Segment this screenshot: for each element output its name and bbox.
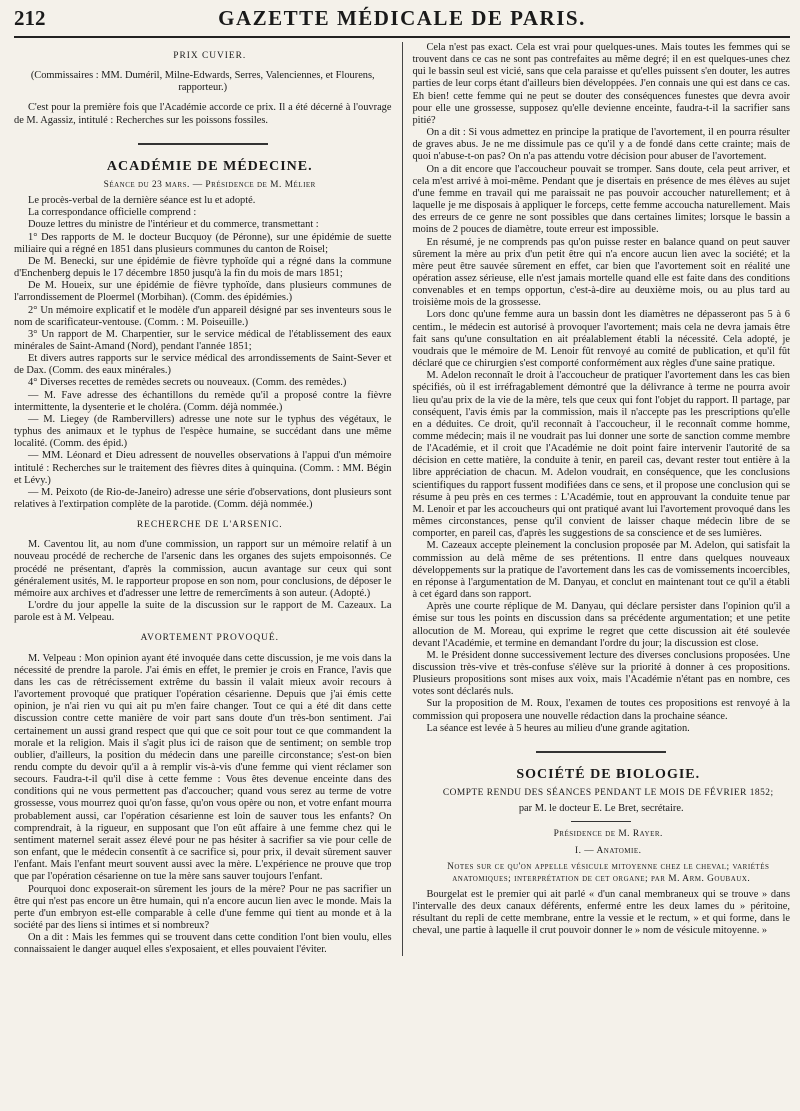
- paragraph: M. le Président donne successivement lecture des diverses conclusions proposées. Une discussion très-vive et très-confuse s'élève sur la priorité à donner à ces propositions. Plusieurs propositions sont mises aux voix, mais l'Académie n'étant pas en nombre, ces votes sont déclarés nuls.: [412, 649, 790, 698]
- paragraph: — M. Peixoto (de Rio-de-Janeiro) adresse une série d'observations, dont plusieurs sont relatives à l'extirpation complète de la parotide. (Comm. déjà nommée.): [14, 486, 392, 510]
- prix-commissaires: (Commissaires : MM. Duméril, Milne-Edwards, Serres, Valenciennes, et Flourens, rapporteur.): [30, 70, 375, 94]
- paragraph: De M. Benecki, sur une épidémie de fièvre typhoïde qui a régné dans la commune d'Enchenberg depuis le 17 décembre 1850 jusqu'à la fin du mois de mars 1851;: [14, 255, 392, 280]
- paragraph: Et divers autres rapports sur le service médical des arrondissements de Saint-Sever et de Dax. (Comm. des eaux minérales.): [14, 353, 392, 377]
- paragraph: M. Adelon reconnaît le droit à l'accoucheur de pratiquer l'avortement dans les cas bien spécifiés, où il est irréfragablement démontré que la délivrance à terme ne pourra avoir lieu qu'au prix de la vie de la mère, tels que ceux qui font l'objet du rapport. Il partage, par conséquent, l'avis émis par la commission, mais il n'accepte pas les prescriptions qu'elle en a déduites. Ce droit, qu'il reconnaît à l'accoucheur, il le reconnaît comme homme, comme médecin; mais il ne voudrait pas lui donner une sorte de sanction comme membre de l'Académie, et il croit que l'Académie ne doit point faire intervenir l'autorité de sa décision en cette matière, la conduite à tenir, en pareil cas, devant rester tout entière à la libre appréciation de chacun. M. Adelon voudrait, en conséquence, que les conclusions scientifiques du rapport fussent modifiées dans ce sens, et il propose une conclusion qui se résume à peu près en ces termes : L'Académie, tout en approuvant la conduite tenue par M. Lenoir et par les accoucheurs qui ont pratiqué avant lui l'avortement provoqué dans les mêmes circonstances, pense qu'il convient de laisser chaque médecin libre de se comporter, en pareil cas, d'après les suggestions de sa conscience et de ses lumières.: [412, 370, 790, 540]
- column-rule: [402, 42, 403, 956]
- paragraph: Après une courte réplique de M. Danyau, qui déclare persister dans l'opinion qu'il a émise sur tous les points en discussion dans sa précédente argumentation; et une petite allocution de M. Moreau, qui exprime le regret que cette discussion ait été soulevée devant l'Académie, et termine en demandant l'ordre du jour; la discussion est close.: [412, 601, 790, 649]
- paragraph: C'est pour la première fois que l'Académie accorde ce prix. Il a été décerné à l'ouvrage de M. Agassiz, intitulé : Recherches sur les poissons fossiles.: [14, 102, 392, 126]
- paragraph: 2° Un mémoire explicatif et le modèle d'un appareil désigné par ses inventeurs sous le nom de scarificateur-ventouse. (Comm. : M. Poiseuille.): [14, 304, 392, 328]
- subsection-heading-anatomie: I. — Anatomie.: [574, 845, 642, 856]
- paragraph: M. Velpeau : Mon opinion ayant été invoquée dans cette discussion, je me vois dans la nécessité de prendre la parole. J'ai émis en effet, le premier je crois en France, l'avis que dans les cas de rétrécissement extrême du bassin il valait mieux avoir recours à l'avortement provoqué que pratiquer l'opération césarienne. Depuis que j'ai émis cette opinion, je n'ai rien vu qui ait pu m'en faire changer. Tout ce qui a été dit dans cette discussion contre cette manière de voir part sans doute d'un très-bon sentiment. J'ai certainement un aussi grand respect que qui que ce soit pour tout ce que commandent la morale et la religion. Mais il s'agit plus ici de raison que de sentiment; on semble trop oublier, d'ailleurs, la position du médecin dans une pareille circonstance; s'est-on bien rendu compte du devoir qu'il a à remplir vis-à-vis d'une femme qui vient réclamer son secours. Faudra-t-il qu'il dise à cette femme : Vous êtes devenue enceinte dans des conditions qui ne vous permettent pas d'accoucher; quand vous serez au terme de votre grossesse, vous mourrez quoi qu'on fasse, qu'on vous opère ou non, et votre enfant mourra probablement aussi, car l'opération césarienne est loin de sauver tous les enfants? On comprendrait, à la rigueur, en supposant que l'on eût affaire à une femme chez qui le sentiment maternel serait assez élevé pour ne pas hésiter à sacrifier sa vie pour celle de son enfant, que le médecin consentît à ce sacrifice si, pour prix, il devait sûrement sauver l'enfant. Mais l'enfant meurt souvent aussi avec la mère. L'expérience ne prouve que trop que par l'opération césarienne on tue la mère sans sauver toujours l'enfant.: [14, 652, 392, 883]
- paragraph: Cela n'est pas exact. Cela est vrai pour quelques-unes. Mais toutes les femmes qui se trouvent dans ce cas ne sont pas contrefaites au même degré; il en est quelques-unes chez qui le bassin seul est vicié, sans que cela paraisse et qu'elles puissent s'en douter, les autres parties de leur corps étant d'ailleurs bien développées. J'en connais une qui est dans ce cas. Eh bien! cette femme qui ne peut se douter des conséquences funestes que devra avoir pour elle une grossesse, supposez qu'elle devienne enceinte, faudra-t-il la sacrifier sans pitié?: [412, 42, 790, 126]
- left-column: [14, 42, 398, 956]
- small-separator: [571, 821, 631, 822]
- paragraph: On a dit : Mais les femmes qui se trouvent dans cette condition l'ont bien voulu, elles connaissaient le danger auquel elles s'exposaient, et elles pouvaient l'éviter.: [14, 932, 392, 956]
- paragraph: 3° Un rapport de M. Charpentier, sur le service médical de l'établissement des eaux minérales de Saint-Amand (Nord), pendant l'année 1851;: [14, 328, 392, 352]
- section-separator: [536, 751, 666, 753]
- paragraph: 4° Diverses recettes de remèdes secrets ou nouveaux. (Comm. des remèdes.): [28, 377, 347, 389]
- paragraph: M. Caventou lit, au nom d'une commission, un rapport sur un mémoire relatif à un nouveau procédé de recherche de l'arsenic dans les organes des sujets empoisonnés. Ce procédé ne présentant, d'après la commission, aucun avantage sur ceux qui sont généralement usités, M. le rapporteur propose en son nom, pour conclusions, de déposer le mémoire aux archives et d'adresser une lettre de remercîments à son auteur. (Adopté.): [14, 539, 392, 599]
- paragraph: — MM. Léonard et Dieu adressent de nouvelles observations à l'appui d'un mémoire intitulé : Recherches sur le traitement des fièvres dites à quinquina. (Comm. : MM. Bégin et Lévy.): [14, 450, 392, 486]
- paragraph: L'ordre du jour appelle la suite de la discussion sur le rapport de M. Cazeaux. La parole est à M. Velpeau.: [14, 600, 392, 624]
- paragraph: La séance est levée à 5 heures au milieu d'une grande agitation.: [426, 722, 690, 734]
- page-number: 212: [14, 6, 46, 30]
- paragraph: On a dit : Si vous admettez en principe la pratique de l'avortement, il en pourra résulter de graves abus. Je ne me dissimule pas ce qu'il y a de fondé dans cette crainte; mais de quoi n'abuse-t-on pas? On n'a pas attendu votre décision pour abuser de l'avortement.: [412, 127, 790, 163]
- journal-title: GAZETTE MÉDICALE DE PARIS.: [218, 6, 586, 30]
- paragraph: Pourquoi donc exposerait-on sûrement les jours de la mère? Pour ne pas sacrifier un être qui n'est pas encore un être humain, qui n'a encore aucun lien avec le monde. Mais la perte d'un embryon est-elle comparable à celle d'une femme qui tient au monde et à la société par des liens si intimes et si nombreux?: [14, 883, 392, 931]
- paragraph: Le procès-verbal de la dernière séance est lu et adopté.: [28, 195, 256, 207]
- page-header: [14, 6, 790, 38]
- presidence-line: Présidence de M. Rayer.: [553, 829, 663, 840]
- compte-rendu-line: COMPTE RENDU DES SÉANCES PENDANT LE MOIS DE FÉVRIER 1852;: [442, 788, 774, 799]
- paragraph: — M. Liegey (de Rambervillers) adresse une note sur le typhus des végétaux, le typhus des animaux et le typhus de l'espèce humaine, se succédant dans une même localité. (Comm. des épid.): [14, 413, 392, 450]
- secretaire-line: par M. le docteur E. Le Bret, secrétaire.: [518, 803, 684, 815]
- section-heading-avortement: AVORTEMENT PROVOQUÉ.: [140, 633, 279, 644]
- paragraph: De M. Houeix, sur une épidémie de fièvre typhoïde, dans plusieurs communes de l'arrondissement de Ploermel (Morbihan). (Comm. des épidémies.): [14, 280, 392, 304]
- section-heading-arsenic: RECHERCHE DE L'ARSENIC.: [136, 520, 283, 531]
- paragraph: M. Cazeaux accepte pleinement la conclusion proposée par M. Adelon, qui satisfait la commission au delà même de ses prétentions. Il entre dans quelques nouveaux développements sur la pratique de l'avortement dans les cas de vomissements incoercibles, en réponse à l'argumentation de M. Danyau, et conclut en maintenant tout ce qu'il a établi à cet égard dans son rapport.: [412, 540, 790, 601]
- seance-line: Séance du 23 mars. — Présidence de M. Mélier: [103, 179, 316, 190]
- section-heading-academie: ACADÉMIE DE MÉDECINE.: [106, 158, 313, 174]
- paragraph: On a dit encore que l'accoucheur pouvait se tromper. Sans doute, cela peut arriver, et cela m'est arrivé à moi-même. Pendant que je disertais en présence de mes élèves au sujet d'une femme en travail qui me paraissait ne pas pouvoir accoucher naturellement; et à laquelle je me disposais à appliquer le forceps, cette femme accoucha naturellement. Mais des erreurs de ce genre ne sont possibles que dans certaines limites; lorsque le bassin a moins de 2 pouces de diamètre, toute erreur est impossible.: [412, 163, 790, 236]
- paragraph: 1° Des rapports de M. le docteur Bucquoy (de Péronne), sur une épidémie de suette miliaire qui a régné en 1851 dans plusieurs communes du canton de Roisel;: [14, 231, 392, 255]
- paragraph: Bourgelat est le premier qui ait parlé « d'un canal membraneux qui se trouve » dans l'intervalle des deux canaux déférents, enfermé entre les deux lames du » péritoine, résultant du repli de cette membrane, entre la vessie et le rectum, » et qui forme, dans le cheval, une partie à laquelle il crut pouvoir donner le » nom de vésicule mitoyenne. »: [412, 889, 790, 937]
- paragraph: En résumé, je ne comprends pas qu'on puisse rester en balance quand on peut sauver sûrement la mère au prix d'un petit être qui n'a encore aucun lien avec la société; et la mère peut être sauvée sûrement en effet, car bien que l'avortement soit en réalité une opération assez sérieuse, elle n'est jamais mortelle quand elle est faite dans des conditions convenables et en temps opportun, c'est-à-dire au deuxième mois, ou au plus tard au troisième mois de la grossesse.: [412, 236, 790, 309]
- section-heading-prix-cuvier: PRIX CUVIER.: [173, 51, 247, 61]
- right-column: [406, 42, 790, 956]
- paragraph: Sur la proposition de M. Roux, l'examen de toutes ces propositions est renvoyé à la commission qui proposera une nouvelle rédaction dans la prochaine séance.: [412, 698, 790, 722]
- section-heading-biologie: SOCIÉTÉ DE BIOLOGIE.: [516, 766, 701, 782]
- paragraph: — M. Fave adresse des échantillons du remède qu'il a proposé contre la fièvre intermittente, la dysenterie et le choléra. (Comm. déjà nommée.): [14, 389, 392, 413]
- notes-title: Notes sur ce qu'on appelle vésicule mitoyenne chez le cheval; variétés anatomiques; interprétation de cet organe; par M. Arm. Goubaux.: [447, 861, 770, 884]
- paragraph: Douze lettres du ministre de l'intérieur et du commerce, transmettant :: [28, 219, 319, 231]
- paragraph: La correspondance officielle comprend :: [28, 207, 197, 219]
- paragraph: Lors donc qu'une femme aura un bassin dont les diamètres ne dépasseront pas 5 à 6 centim., le médecin est autorisé à provoquer l'avortement; mais cela ne devra jamais être fait sans qu'une consultation en ait préalablement établi la nécessité. Cela adopté, je voudrais que le mémoire de M. Lenoir fût renvoyé au comité de publication, et qu'il fût déclaré que ce chirurgien s'est comporté conformément aux règles d'une saine pratique.: [412, 309, 790, 370]
- section-separator: [138, 143, 268, 145]
